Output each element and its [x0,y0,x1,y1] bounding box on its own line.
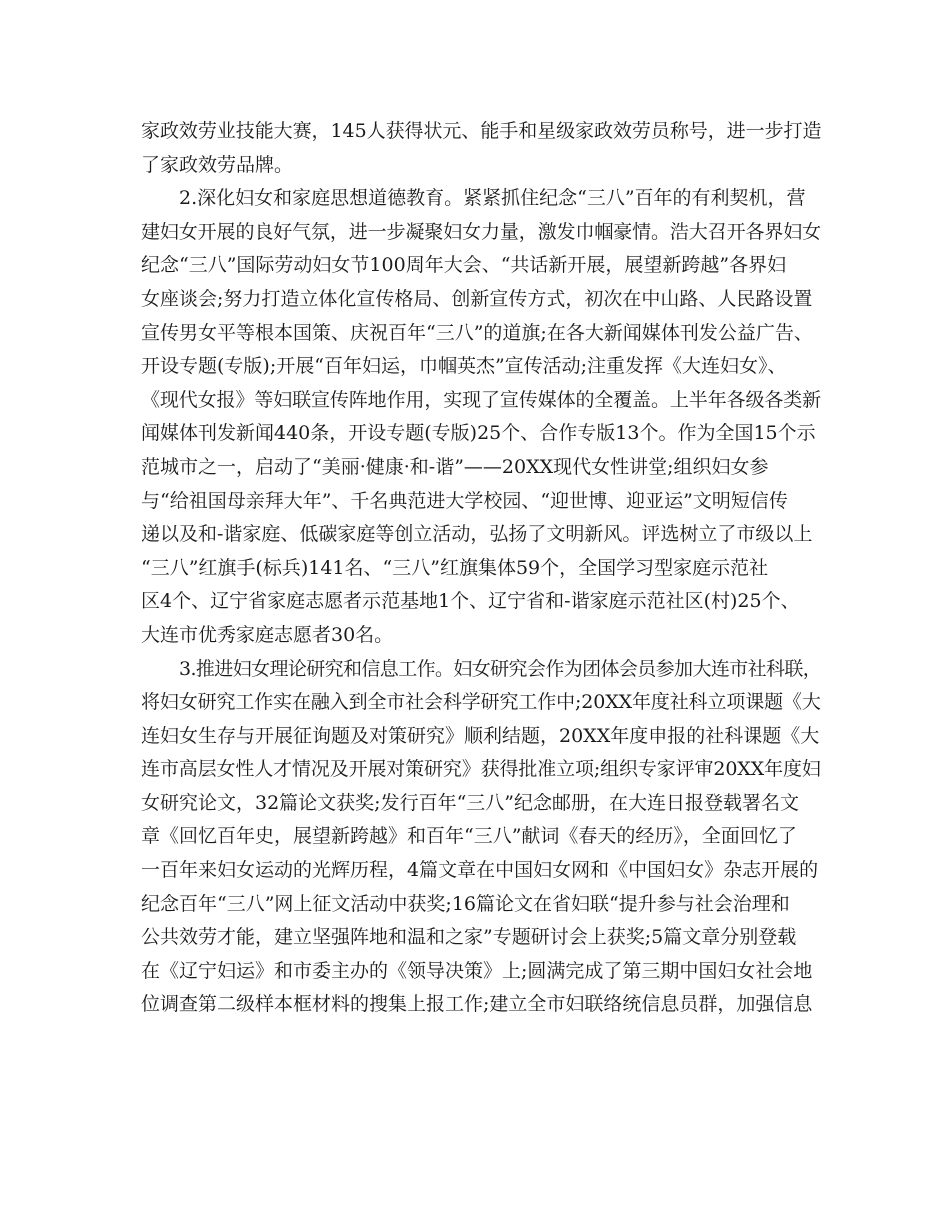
text-line: 女研究论文，32篇论文获奖;发行百年“三八”纪念邮册，在大连日报登载署名文 [141,791,800,814]
text-line: 在《辽宁妇运》和市委主办的《领导决策》上;圆满完成了第三期中国妇女社会地 [141,959,813,982]
text-line: 将妇女研究工作实在融入到全市社会科学研究工作中;20XX年度社科立项课题《大 [141,691,821,714]
text-line: 《现代女报》等妇联宣传阵地作用，实现了宣传媒体的全覆盖。上半年各级各类新 [141,388,822,411]
text-line: 开设专题(专版);开展“百年妇运，巾帼英杰”宣传活动;注重发挥《大连妇女》、 [141,355,787,378]
text-line: 位调查第二级样本框材料的搜集上报工作;建立全市妇联络统信息员群，加强信息 [141,993,813,1016]
text-line: 公共效劳才能，建立坚强阵地和温和之家”专题研讨会上获奖;5篇文章分别登载 [141,926,797,949]
text-line: 范城市之一，启动了“美丽·健康·和-谐”——20XX现代女性讲堂;组织妇女参 [141,455,769,478]
text-line: 女座谈会;努力打造立体化宣传格局、创新宣传方式，初次在中山路、人民路设置 [141,287,813,310]
body-text [141,115,821,1022]
text-line: “三八”红旗手(标兵)141名、“三八”红旗集体59个，全国学习型家庭示范社 [141,556,769,579]
paragraph-first-line: 2.深化妇女和家庭思想道德教育。紧紧抓住纪念“三八”百年的有利契机，营 [179,187,806,210]
text-line: 纪念“三八”国际劳动妇女节100周年大会、“共话新开展，展望新跨越”各界妇 [141,254,787,277]
text-line: 了家政效劳品牌。 [141,153,294,176]
text-line: 纪念百年“三八”网上征文活动中获奖;16篇论文在省妇联“提升参与社会治理和 [141,892,790,915]
text-line: 一百年来妇女运动的光辉历程，4篇文章在中国妇女网和《中国妇女》杂志开展的 [141,859,819,882]
text-line: 连市高层女性人才情况及开展对策研究》获得批准立项;组织专家评审20XX年度妇 [141,758,821,781]
text-line: 大连市优秀家庭志愿者30名。 [141,623,394,646]
text-line: 家政效劳业技能大赛，145人获得状元、能手和星级家政效劳员称号，进一步打造 [141,120,822,142]
paragraph-first-line: 3.推进妇女理论研究和信息工作。妇女研究会作为团体会员参加大连市社科联， [179,657,822,680]
text-line: 递以及和-谐家庭、低碳家庭等创立活动，弘扬了文明新风。评选树立了市级以上 [141,523,813,546]
text-line: 连妇女生存与开展征询题及对策研究》顺利结题，20XX年度申报的社科课题《大 [141,724,820,747]
text-line: 闻媒体刊发新闻440条，开设专题(专版)25个、合作专版13个。作为全国15个示 [141,422,816,445]
text-line: 区4个、辽宁省家庭志愿者示范基地1个、辽宁省和-谐家庭示范社区(村)25个、 [141,590,800,613]
text-line: 建妇女开展的良好气氛，进一步凝聚妇女力量，激发巾帼豪情。浩大召开各界妇女 [141,220,822,243]
text-line: 宣传男女平等根本国策、庆祝百年“三八”的道旗;在各大新闻媒体刊发公益广告、 [141,321,813,344]
text-line: 与“给祖国母亲拜大年”、千名典范进大学校园、“迎世博、迎亚运”文明短信传 [141,489,788,512]
text-line: 章《回忆百年史，展望新跨越》和百年“三八”献词《春天的经历》，全面回忆了 [141,825,797,848]
